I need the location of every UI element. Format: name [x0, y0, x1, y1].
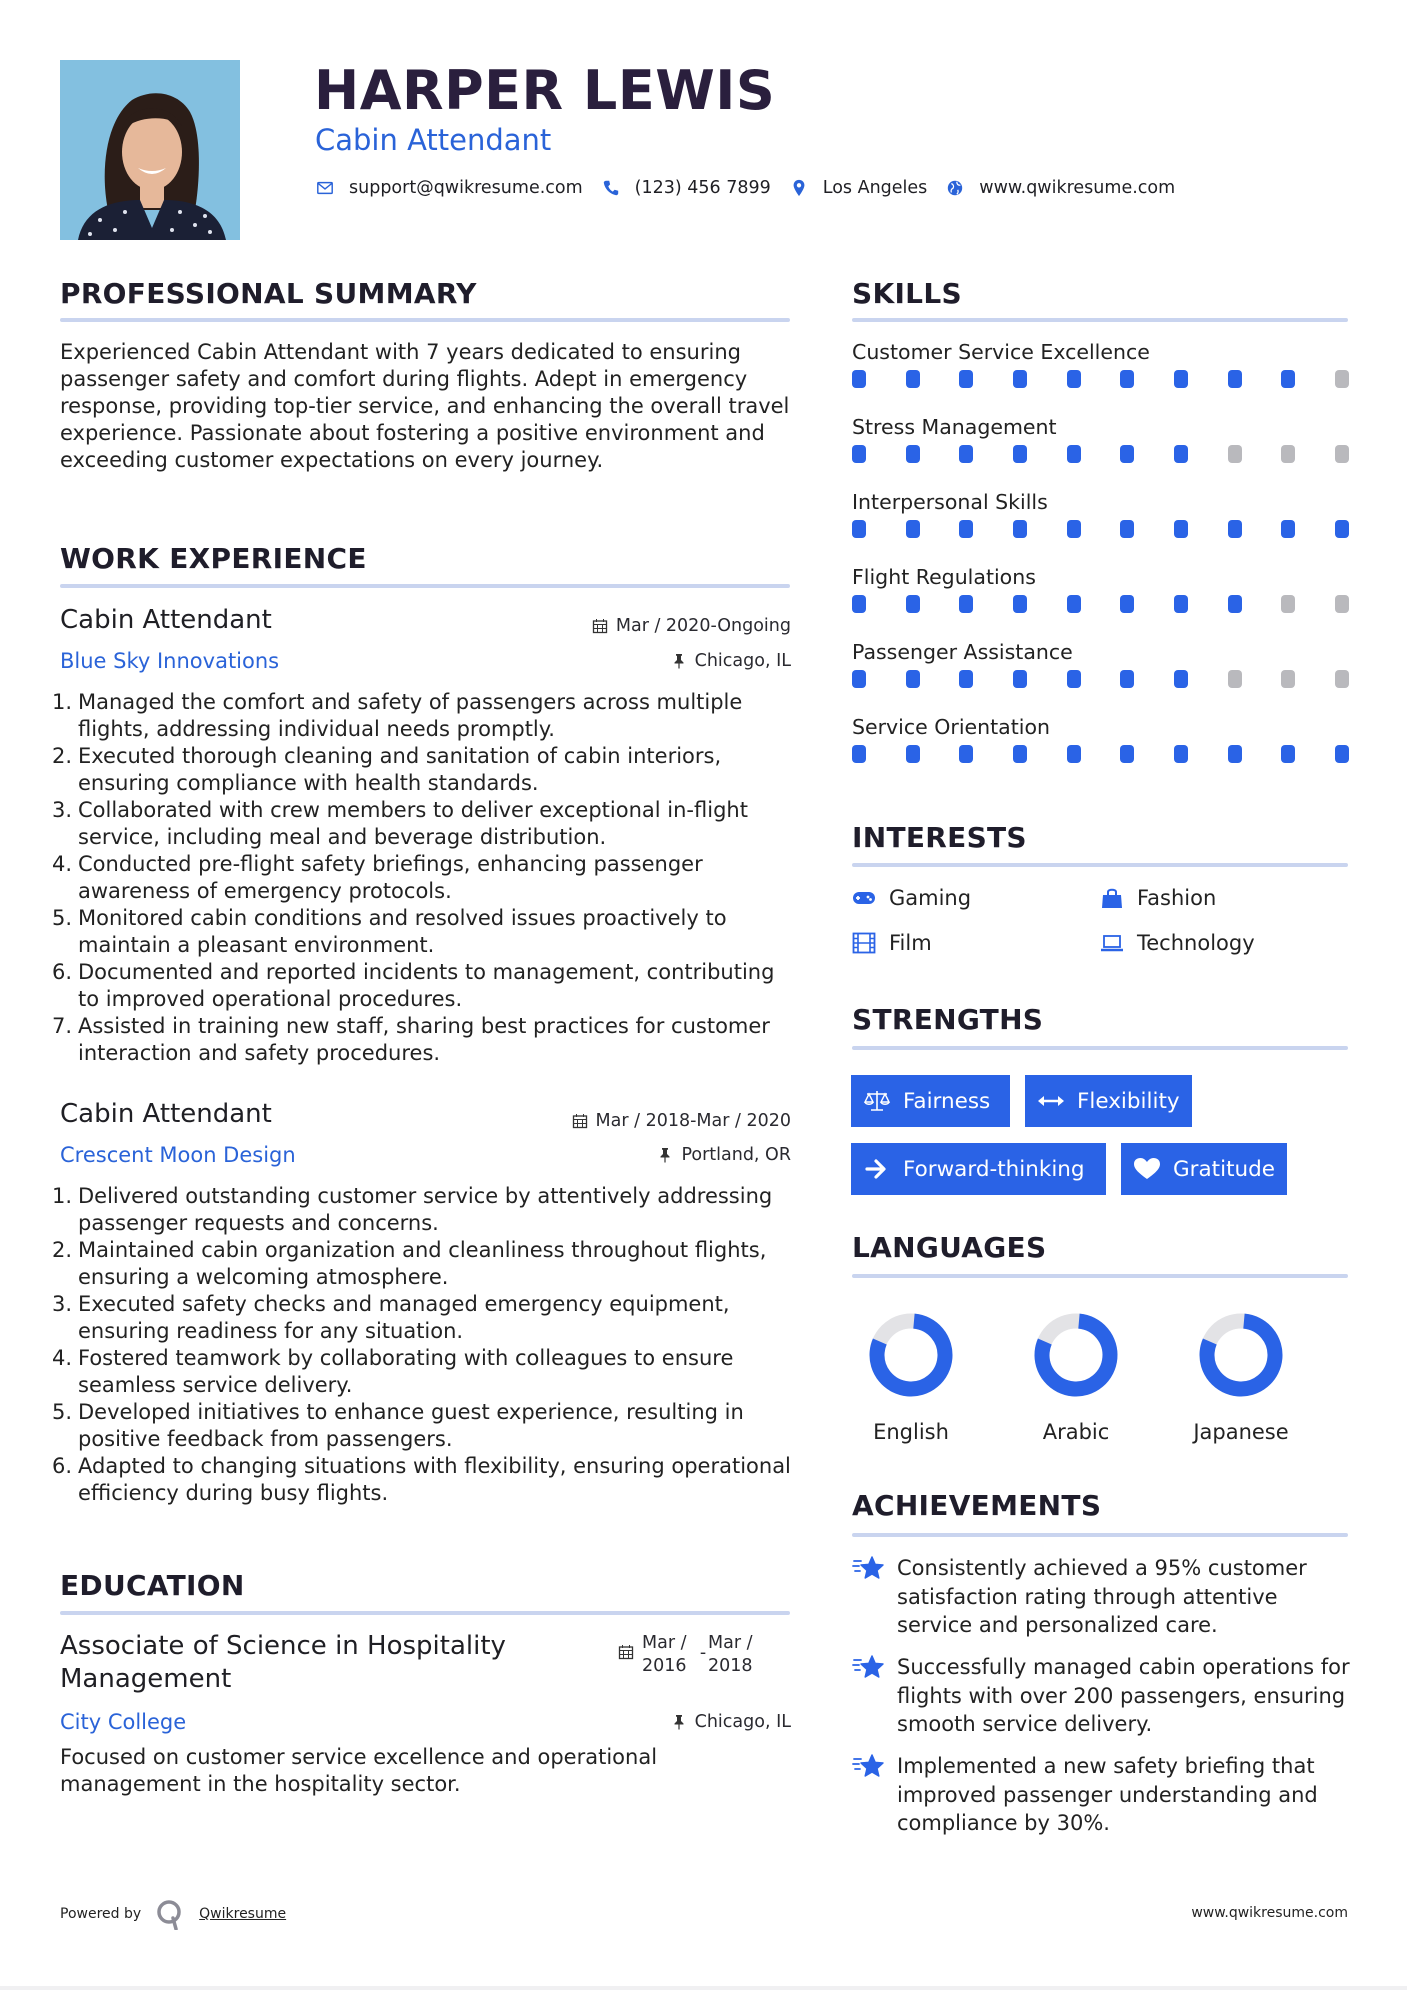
list-text: Monitored cabin conditions and resolved issues proactively to maintain a pleasant environment. [78, 906, 727, 957]
calendar-icon [572, 1113, 588, 1129]
list-text: Adapted to changing situations with flexibility, ensuring operational efficiency during busy flights. [78, 1454, 791, 1505]
strength-label: Forward-thinking [903, 1156, 1085, 1182]
rating-dot-filled [959, 370, 973, 388]
skill-rating [852, 670, 1349, 688]
rating-dot-filled [852, 520, 866, 538]
list-item [52, 1345, 797, 1399]
job-dates [572, 1109, 791, 1133]
list-text: Developed initiatives to enhance guest experience, resulting in positive feedback from passengers. [78, 1400, 744, 1451]
list-text: Managed the comfort and safety of passengers across multiple flights, addressing individual needs promptly. [78, 690, 743, 741]
job-title: Cabin Attendant [60, 605, 272, 635]
rating-dot-filled [1120, 670, 1134, 688]
globe-icon [945, 178, 965, 198]
contact-email[interactable] [315, 178, 583, 198]
language-item [851, 1312, 971, 1446]
map-marker-icon [789, 178, 809, 198]
rating-dot-filled [906, 445, 920, 463]
achievement-text: Implemented a new safety briefing that improved passenger understanding and compliance by 30%. [897, 1754, 1318, 1835]
job-dates-text: Mar / 2018-Mar / 2020 [595, 1111, 791, 1131]
date-separator: - [699, 1643, 707, 1663]
rating-dot-filled [1120, 520, 1134, 538]
rating-dot-filled [906, 595, 920, 613]
list-number: 6. [52, 1454, 73, 1478]
rating-dot-filled [1174, 745, 1188, 763]
skill-name: Flight Regulations [852, 565, 1036, 589]
arrow-right-icon [863, 1157, 891, 1181]
job-responsibilities [52, 1183, 797, 1507]
arrows-horizontal-icon [1037, 1089, 1065, 1113]
list-item [52, 1453, 797, 1507]
list-number: 5. [52, 906, 73, 930]
section-divider [852, 318, 1348, 322]
profile-photo-icon [60, 60, 240, 240]
gamepad-icon [852, 887, 876, 909]
rating-dot-empty [1281, 445, 1295, 463]
rating-dot-filled [906, 520, 920, 538]
list-number: 3. [52, 798, 73, 822]
section-divider [852, 1046, 1348, 1050]
education-start-date [642, 1632, 698, 1678]
rating-dot-empty [1335, 370, 1349, 388]
language-name: English [873, 1420, 949, 1444]
rating-dot-empty [1281, 595, 1295, 613]
language-name: Arabic [1042, 1420, 1110, 1444]
rating-dot-filled [1228, 595, 1242, 613]
star-icon [852, 1753, 884, 1781]
job-location [657, 1143, 791, 1167]
section-heading-summary: PROFESSIONAL SUMMARY [60, 277, 477, 310]
interest-gaming [852, 884, 971, 912]
list-number: 1. [52, 1184, 73, 1208]
skill-name: Passenger Assistance [852, 640, 1073, 664]
job-title: Cabin Attendant [60, 1099, 272, 1129]
strength-badge-flexibility [1025, 1075, 1192, 1127]
section-heading-experience: WORK EXPERIENCE [60, 542, 367, 575]
strength-label: Gratitude [1172, 1156, 1275, 1182]
rating-dot-filled [1013, 670, 1027, 688]
language-donut-chart [1033, 1312, 1119, 1398]
rating-dot-filled [1013, 745, 1027, 763]
laptop-icon [1100, 932, 1124, 954]
achievement-text: Consistently achieved a 95% customer satisfaction rating through attentive service and personalized care. [897, 1556, 1307, 1637]
job-location-text: Portland, OR [681, 1145, 791, 1165]
rating-dot-filled [1067, 745, 1081, 763]
calendar-icon [592, 618, 608, 634]
star-icon [852, 1555, 884, 1583]
rating-dot-filled [1228, 370, 1242, 388]
rating-dot-filled [852, 445, 866, 463]
job-location-text: Chicago, IL [694, 651, 791, 671]
envelope-icon [315, 178, 335, 198]
pushpin-icon [671, 653, 687, 669]
skill-name: Interpersonal Skills [852, 490, 1048, 514]
job-dates [592, 614, 791, 638]
list-text: Documented and reported incidents to management, contributing to improved operational procedures. [78, 960, 775, 1011]
achievement-item [852, 1653, 1352, 1739]
list-item [52, 905, 797, 959]
list-text: Executed thorough cleaning and sanitation of cabin interiors, ensuring compliance with health standards. [78, 744, 722, 795]
list-number: 7. [52, 1014, 73, 1038]
powered-by-label: Powered by [60, 1906, 142, 1922]
film-icon [852, 932, 876, 954]
rating-dot-filled [1067, 370, 1081, 388]
rating-dot-empty [1228, 445, 1242, 463]
qwikresume-logo-icon [155, 1898, 185, 1930]
list-text: Collaborated with crew members to deliver exceptional in-flight service, including meal and beverage distribution. [78, 798, 748, 849]
interest-film [852, 929, 932, 957]
rating-dot-filled [1281, 520, 1295, 538]
rating-dot-filled [959, 745, 973, 763]
skill-rating [852, 595, 1349, 613]
rating-dot-filled [1013, 595, 1027, 613]
achievement-text: Successfully managed cabin operations for flights with over 200 passengers, ensuring smooth service delivery. [897, 1655, 1350, 1736]
rating-dot-filled [852, 370, 866, 388]
strength-badge-gratitude [1121, 1143, 1287, 1195]
interest-label: Technology [1137, 931, 1255, 955]
rating-dot-filled [959, 520, 973, 538]
rating-dot-filled [1120, 745, 1134, 763]
section-heading-languages: LANGUAGES [852, 1231, 1047, 1264]
candidate-title: Cabin Attendant [315, 123, 552, 157]
rating-dot-empty [1281, 670, 1295, 688]
section-divider [852, 863, 1348, 867]
list-item [52, 959, 797, 1013]
list-item [52, 689, 797, 743]
education-description: Focused on customer service excellence and operational management in the hospitality sector. [60, 1745, 658, 1796]
rating-dot-filled [1281, 370, 1295, 388]
rating-dot-empty [1335, 595, 1349, 613]
degree-title: Associate of Science in Hospitality Management [60, 1631, 506, 1694]
education-end-date [708, 1632, 764, 1678]
rating-dot-filled [1120, 445, 1134, 463]
rating-dot-filled [906, 670, 920, 688]
page-bottom-edge [0, 1986, 1407, 1990]
school-name: City College [60, 1710, 187, 1734]
rating-dot-filled [959, 670, 973, 688]
skill-rating [852, 520, 1349, 538]
language-donut-chart [1198, 1312, 1284, 1398]
rating-dot-filled [1120, 370, 1134, 388]
education-dates [618, 1632, 764, 1678]
education-location-text: Chicago, IL [694, 1712, 791, 1732]
list-text: Conducted pre-flight safety briefings, enhancing passenger awareness of emergency protocols. [78, 852, 703, 903]
rating-dot-filled [906, 370, 920, 388]
rating-dot-filled [852, 670, 866, 688]
rating-dot-filled [1067, 445, 1081, 463]
start-month: Mar / [642, 1633, 687, 1653]
rating-dot-filled [1174, 370, 1188, 388]
list-item [52, 1237, 797, 1291]
end-month: Mar / [708, 1633, 753, 1653]
list-text: Maintained cabin organization and cleanliness throughout flights, ensuring a welcoming atmosphere. [78, 1238, 767, 1289]
achievement-item [852, 1752, 1352, 1838]
pushpin-icon [657, 1147, 673, 1163]
phone-icon [601, 178, 621, 198]
company-name: Blue Sky Innovations [60, 649, 280, 673]
section-heading-education: EDUCATION [60, 1569, 245, 1602]
language-donut-chart [868, 1312, 954, 1398]
rating-dot-filled [1174, 445, 1188, 463]
rating-dot-filled [1228, 520, 1242, 538]
language-name: Japanese [1193, 1420, 1289, 1444]
list-number: 2. [52, 744, 73, 768]
strength-badge-forward-thinking [851, 1143, 1106, 1195]
list-number: 2. [52, 1238, 73, 1262]
list-number: 6. [52, 960, 73, 984]
strength-label: Flexibility [1077, 1088, 1180, 1114]
rating-dot-filled [1174, 520, 1188, 538]
list-item [52, 1291, 797, 1345]
email-text: support@qwikresume.com [349, 178, 583, 198]
job-responsibilities [52, 689, 797, 1067]
list-item [52, 1399, 797, 1453]
rating-dot-filled [1335, 520, 1349, 538]
section-divider [60, 584, 790, 588]
rating-dot-filled [1335, 745, 1349, 763]
section-divider [60, 1611, 790, 1615]
rating-dot-filled [852, 745, 866, 763]
list-text: Delivered outstanding customer service by attentively addressing passenger requests and concerns. [78, 1184, 773, 1235]
start-year: 2016 [642, 1656, 687, 1676]
star-icon [852, 1654, 884, 1682]
rating-dot-filled [1013, 370, 1027, 388]
calendar-icon [618, 1644, 634, 1660]
interest-label: Film [889, 931, 932, 955]
interest-fashion [1100, 884, 1216, 912]
strength-label: Fairness [903, 1088, 991, 1114]
list-number: 4. [52, 852, 73, 876]
rating-dot-filled [1067, 670, 1081, 688]
rating-dot-empty [1335, 445, 1349, 463]
list-item [52, 743, 797, 797]
list-text: Fostered teamwork by collaborating with colleagues to ensure seamless service delivery. [78, 1346, 734, 1397]
skill-rating [852, 445, 1349, 463]
rating-dot-filled [1067, 595, 1081, 613]
rating-dot-empty [1228, 670, 1242, 688]
achievement-item [852, 1554, 1352, 1640]
contact-location [789, 178, 928, 198]
interest-technology [1100, 929, 1255, 957]
footer-powered-by [60, 1898, 286, 1930]
balance-scale-icon [863, 1089, 891, 1113]
rating-dot-filled [1174, 670, 1188, 688]
section-heading-skills: SKILLS [852, 277, 962, 310]
qwikresume-link[interactable]: Qwikresume [199, 1906, 287, 1922]
rating-dot-filled [1228, 745, 1242, 763]
skill-rating [852, 745, 1349, 763]
heart-icon [1133, 1157, 1161, 1181]
skill-name: Service Orientation [852, 715, 1051, 739]
section-heading-strengths: STRENGTHS [852, 1003, 1044, 1036]
candidate-name: HARPER LEWIS [314, 59, 776, 122]
section-heading-interests: INTERESTS [852, 821, 1027, 854]
language-item [1181, 1312, 1301, 1446]
list-number: 3. [52, 1292, 73, 1316]
interest-label: Fashion [1137, 886, 1217, 910]
list-number: 5. [52, 1400, 73, 1424]
shopping-bag-icon [1100, 887, 1124, 909]
language-item [1016, 1312, 1136, 1446]
section-divider [852, 1533, 1348, 1537]
interest-label: Gaming [889, 886, 972, 910]
rating-dot-filled [1013, 445, 1027, 463]
company-name: Crescent Moon Design [60, 1143, 296, 1167]
phone-text: (123) 456 7899 [634, 178, 771, 198]
list-item [52, 851, 797, 905]
rating-dot-filled [906, 745, 920, 763]
skill-name: Customer Service Excellence [852, 340, 1150, 364]
website-text: www.qwikresume.com [979, 178, 1176, 198]
list-text: Assisted in training new staff, sharing best practices for customer interaction and safety procedures. [78, 1014, 770, 1065]
summary-text: Experienced Cabin Attendant with 7 years dedicated to ensuring passenger safety and comfort during flights. Adept in emergency response, providing top-tier service, and enhancing the overall travel experience. Passionate about fostering a positive environment and exceeding customer expectations on every journey. [60, 340, 790, 472]
rating-dot-filled [959, 445, 973, 463]
list-item [52, 1183, 797, 1237]
skill-rating [852, 370, 1349, 388]
job-location [671, 649, 791, 673]
footer-website-link[interactable]: www.qwikresume.com [1191, 1905, 1348, 1921]
list-item [52, 1013, 797, 1067]
section-heading-achievements: ACHIEVEMENTS [852, 1489, 1102, 1522]
strength-badge-fairness [851, 1075, 1010, 1127]
rating-dot-filled [1120, 595, 1134, 613]
location-text: Los Angeles [822, 178, 928, 198]
rating-dot-filled [1067, 520, 1081, 538]
pushpin-icon [671, 1714, 687, 1730]
list-number: 4. [52, 1346, 73, 1370]
contact-phone[interactable] [601, 178, 771, 198]
job-dates-text: Mar / 2020-Ongoing [615, 616, 791, 636]
rating-dot-empty [1335, 670, 1349, 688]
section-divider [852, 1274, 1348, 1278]
rating-dot-filled [852, 595, 866, 613]
contact-bar [315, 178, 1193, 198]
education-location [671, 1710, 791, 1734]
list-number: 1. [52, 690, 73, 714]
contact-website[interactable] [945, 178, 1175, 198]
end-year: 2018 [708, 1656, 753, 1676]
rating-dot-filled [959, 595, 973, 613]
rating-dot-filled [1281, 745, 1295, 763]
rating-dot-filled [1013, 520, 1027, 538]
list-text: Executed safety checks and managed emergency equipment, ensuring readiness for any situation. [78, 1292, 730, 1343]
profile-photo [60, 60, 240, 240]
section-divider [60, 318, 790, 322]
rating-dot-filled [1174, 595, 1188, 613]
list-item [52, 797, 797, 851]
skill-name: Stress Management [852, 415, 1057, 439]
